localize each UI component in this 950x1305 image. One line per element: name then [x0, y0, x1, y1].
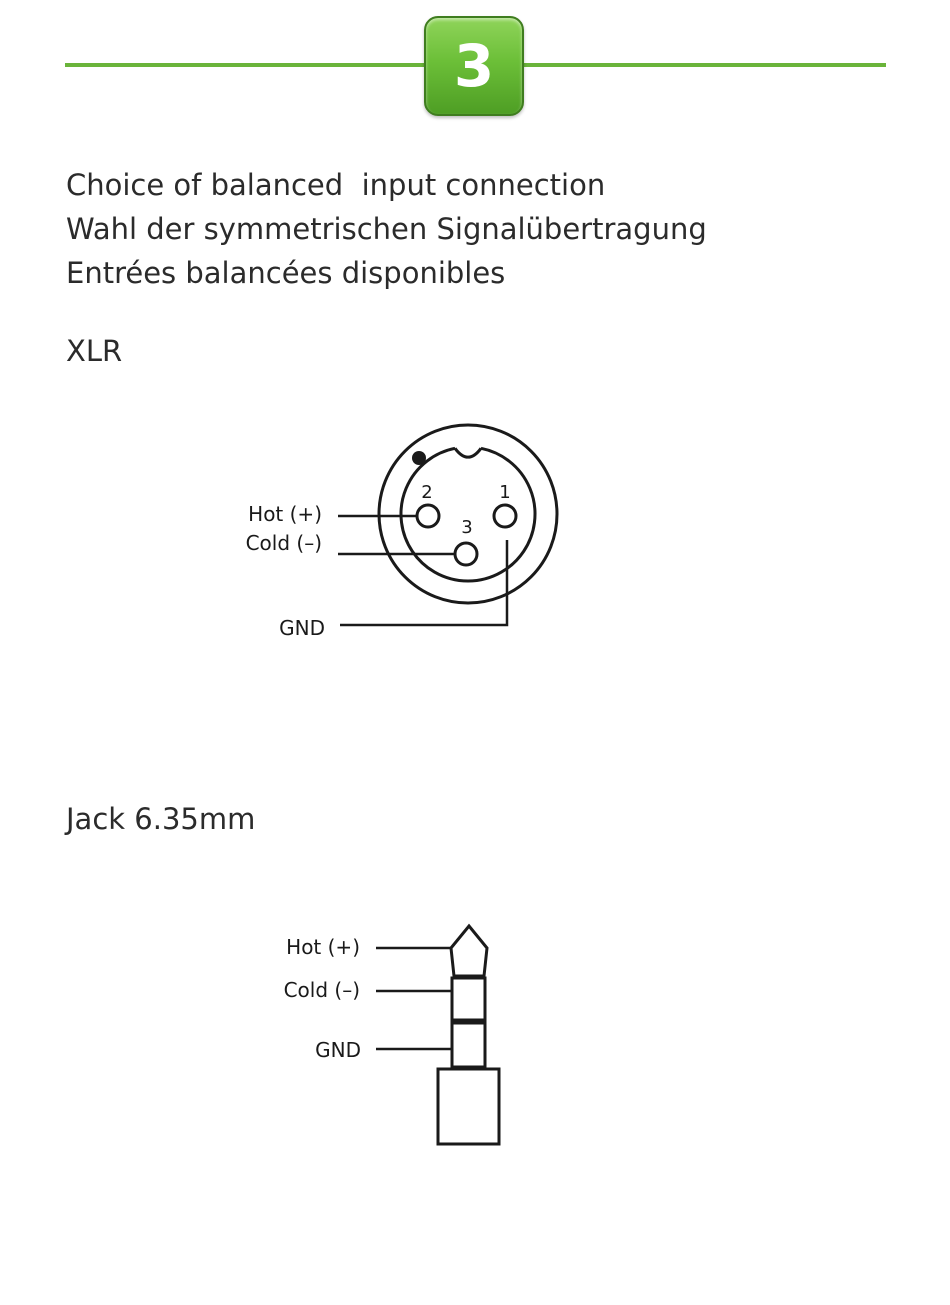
jack-cold-label: Cold (–)	[283, 978, 360, 1002]
step-number-badge: 3	[424, 16, 524, 116]
jack-ring	[452, 978, 485, 1020]
jack-sleeve	[452, 1023, 485, 1067]
jack-section-title: Jack 6.35mm	[66, 802, 256, 836]
xlr-cold-label: Cold (–)	[245, 531, 322, 555]
xlr-pin-number-2: 2	[421, 482, 433, 503]
xlr-hot-label: Hot (+)	[248, 502, 322, 526]
jack-gnd-label: GND	[315, 1038, 361, 1062]
jack-hot-label: Hot (+)	[286, 935, 360, 959]
heading-french: Entrées balancées disponibles	[66, 256, 506, 290]
jack-plug-icon	[438, 926, 499, 1144]
jack-body	[438, 1069, 499, 1144]
xlr-gnd-label: GND	[279, 616, 325, 640]
xlr-pin-number-3: 3	[461, 517, 473, 538]
jack-tip	[451, 926, 487, 976]
heading-german: Wahl der symmetrischen Signalübertragung	[66, 212, 707, 246]
heading-english: Choice of balanced input connection	[66, 168, 606, 202]
xlr-section-title: XLR	[66, 334, 123, 368]
xlr-pin-number-1: 1	[499, 482, 511, 503]
